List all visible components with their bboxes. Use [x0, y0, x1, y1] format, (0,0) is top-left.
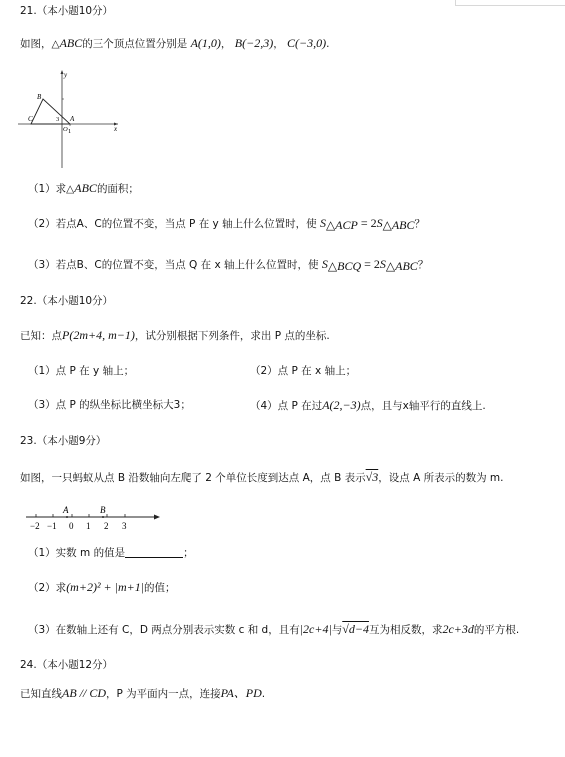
triangle-abc	[31, 99, 70, 124]
tick-0: 0	[69, 521, 74, 531]
tick-1: 1	[68, 128, 72, 135]
q23-part1: （1）实数 m 的值是 ；	[28, 547, 194, 559]
q22-intro: 已知：点P(2m+4, m−1)，试分别根据下列条件，求出 P 点的坐标.	[20, 328, 330, 342]
point-a: A(1,0)	[190, 36, 221, 50]
page-corner-frame	[455, 0, 565, 6]
label-b: B	[100, 505, 106, 515]
q21-intro: 如图，△ABC的三个顶点位置分别是 A(1,0)， B(−2,3)， C(−3,0).	[20, 36, 330, 50]
q21-part2: （2）若点A、C的位置不变，当点 P 在 y 轴上什么位置时，使 $S_{\triangle ACP} = 2S_{\triangle ABC}$？	[28, 216, 426, 232]
tick-3: 3	[122, 521, 127, 531]
q24-intro: 已知直线AB // CD，P 为平面内一点，连接PA、PD.	[20, 686, 266, 700]
tick-minus-2: −2	[30, 521, 40, 531]
label-a: A	[70, 115, 75, 123]
q23-part2: （2）求(m+2)² + |m+1|的值；	[28, 580, 176, 594]
tick-3: 3	[56, 116, 60, 123]
label-x: x	[114, 125, 118, 133]
q21-header: 21.（本小题10分）	[20, 5, 114, 17]
label-a: A	[63, 505, 69, 515]
q21-coordinate-figure	[18, 66, 122, 170]
tick-2: 2	[104, 521, 109, 531]
q22-part1: （1）点 P 在 y 轴上；	[28, 365, 135, 377]
q22-part3: （3）点 P 的纵坐标比横坐标大3；	[28, 399, 191, 411]
q23-intro: 如图，一只蚂蚁从点 B 沿数轴向左爬了 2 个单位长度到达点 A，点 B 表示√3，设点 A 所表示的数为 m.	[20, 470, 504, 484]
label-o: O	[63, 126, 68, 133]
q21-part1: （1）求△ABC的面积；	[28, 181, 139, 195]
label-c: C	[28, 115, 33, 123]
q22-header: 22.（本小题10分）	[20, 295, 114, 307]
q21-part3: （3）若点B、C的位置不变，当点 Q 在 x 轴上什么位置时，使 $S_{\triangle BCQ} = 2S_{\triangle ABC}$？	[28, 257, 429, 273]
label-b: B	[37, 93, 42, 101]
point-c: C(−3,0)	[287, 36, 327, 50]
q23-header: 23.（本小题9分）	[20, 435, 107, 447]
tick-minus-1: −1	[47, 521, 57, 531]
q22-part4: （4）点 P 在过A(2,−3)点，且与x轴平行的直线上.	[250, 398, 486, 412]
q22-part2: （2）点 P 在 x 轴上；	[250, 365, 357, 377]
q24-header: 24.（本小题12分）	[20, 659, 114, 671]
answer-blank[interactable]	[125, 547, 183, 558]
tick-1: 1	[86, 521, 91, 531]
q23-number-line	[24, 504, 164, 532]
point-b: B(−2,3)	[234, 36, 274, 50]
q23-part3: （3）在数轴上还有 C，D 两点分别表示实数 c 和 d，且有|2c+4|与√d−4互为相反数，求2c+3d的平方根.	[28, 622, 520, 636]
label-y: y	[64, 71, 68, 79]
